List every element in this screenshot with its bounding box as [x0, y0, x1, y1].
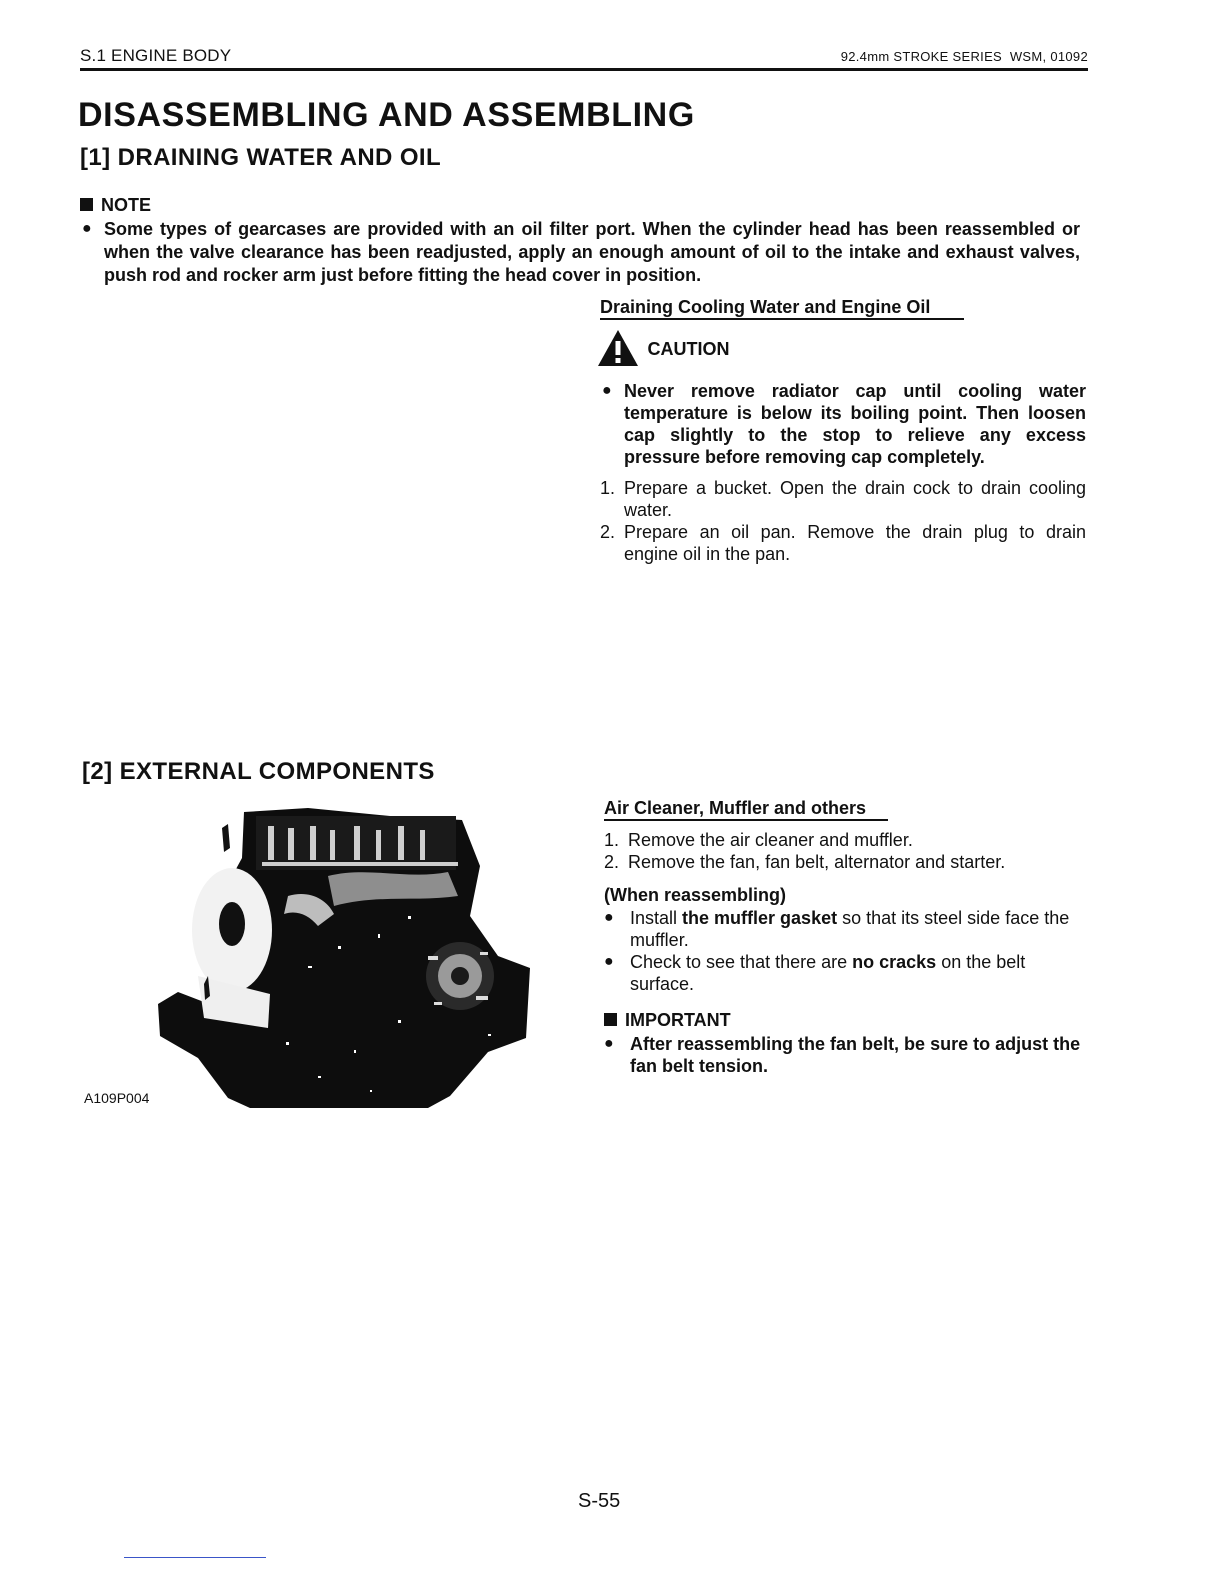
- list-item: [600, 521, 1086, 565]
- caution-label: CAUTION: [647, 339, 730, 360]
- section2-heading: [2] EXTERNAL COMPONENTS: [82, 758, 435, 785]
- section2-steps: [604, 829, 1088, 873]
- caution-text: Never remove radiator cap until cooling water temperature is below its boiling point. Then loosen cap slightly to the stop to relieve any excess pressure before removing cap completely.: [624, 381, 1086, 467]
- subheading-rule: [604, 819, 888, 821]
- reassembling-rest: so that its steel side face the muffler.: [630, 908, 1070, 950]
- reassembling-lead: Check to see that there are: [630, 952, 848, 972]
- square-icon: [604, 1013, 617, 1026]
- bullet-icon: ●: [602, 382, 612, 399]
- step-text: Prepare an oil pan. Remove the drain plug to drain engine oil in the pan.: [624, 522, 1086, 564]
- section1-heading: [1] DRAINING WATER AND OIL: [80, 144, 442, 171]
- reassembling-rest: on the belt surface.: [630, 952, 1026, 994]
- header-series: 92.4mm STROKE SERIES: [840, 49, 1003, 64]
- header-series-code: [841, 49, 1088, 64]
- important-text: After reassembling the fan belt, be sure to adjust the fan belt tension.: [630, 1034, 1081, 1076]
- reassembling-bold: the muffler gasket: [682, 908, 838, 928]
- step-number: 2.: [600, 522, 616, 542]
- list-item: [604, 829, 1088, 851]
- reassembling-text: [630, 951, 1090, 995]
- caution-label-row: [596, 328, 729, 368]
- footer-underline: [124, 1557, 266, 1558]
- header-manual-code: WSM, 01092: [1009, 49, 1088, 64]
- engine-photo: [158, 806, 530, 1108]
- section1-steps: [600, 477, 1086, 565]
- reassembling-lead: Install: [630, 908, 678, 928]
- note-label-row: [80, 195, 151, 216]
- warning-triangle-icon: [596, 328, 640, 368]
- reassembling-text: [630, 907, 1090, 951]
- important-item: [604, 1033, 1090, 1077]
- bullet-icon: ●: [604, 953, 614, 970]
- reassembling-label: (When reassembling): [604, 885, 787, 905]
- step-text: Remove the fan, fan belt, alternator and starter.: [628, 852, 1006, 872]
- note-item: [82, 218, 1080, 287]
- step-number: 2.: [604, 852, 620, 872]
- page-number: S-55: [578, 1490, 621, 1512]
- section1-subheading: Draining Cooling Water and Engine Oil: [600, 297, 931, 317]
- step-text: Prepare a bucket. Open the drain cock to drain cooling water.: [624, 478, 1086, 520]
- subheading-rule: [600, 318, 964, 320]
- reassembling-list: [604, 907, 1090, 995]
- caution-item: [602, 380, 1086, 468]
- bullet-icon: ●: [604, 1035, 614, 1052]
- section2-subheading-block: [604, 797, 888, 821]
- bullet-icon: ●: [604, 909, 614, 926]
- section1-subheading-block: [600, 296, 964, 320]
- header-rule: [80, 68, 1088, 71]
- note-text: Some types of gearcases are provided with an oil filter port. When the cylinder head has been reassembled or when the valve clearance has been readjusted, apply an enough amount of oil to the intake and exhaust valves, push rod and rocker arm just before fitting the head cover in position.: [104, 219, 1080, 285]
- step-number: 1.: [604, 830, 620, 850]
- list-item: [600, 477, 1086, 521]
- square-icon: [80, 198, 93, 211]
- list-item: [604, 951, 1090, 995]
- header-section: S.1 ENGINE BODY: [80, 46, 232, 65]
- step-number: 1.: [600, 478, 616, 498]
- important-label-row: [604, 1010, 731, 1031]
- note-label: NOTE: [101, 195, 152, 215]
- list-item: [604, 907, 1090, 951]
- page-title: DISASSEMBLING AND ASSEMBLING: [78, 96, 695, 134]
- step-text: Remove the air cleaner and muffler.: [628, 830, 913, 850]
- bullet-icon: ●: [82, 220, 92, 237]
- important-label: IMPORTANT: [625, 1010, 731, 1030]
- section2-subheading: Air Cleaner, Muffler and others: [604, 798, 867, 818]
- figure-code: A109P004: [84, 1090, 150, 1106]
- list-item: [604, 851, 1088, 873]
- reassembling-bold: no cracks: [852, 952, 937, 972]
